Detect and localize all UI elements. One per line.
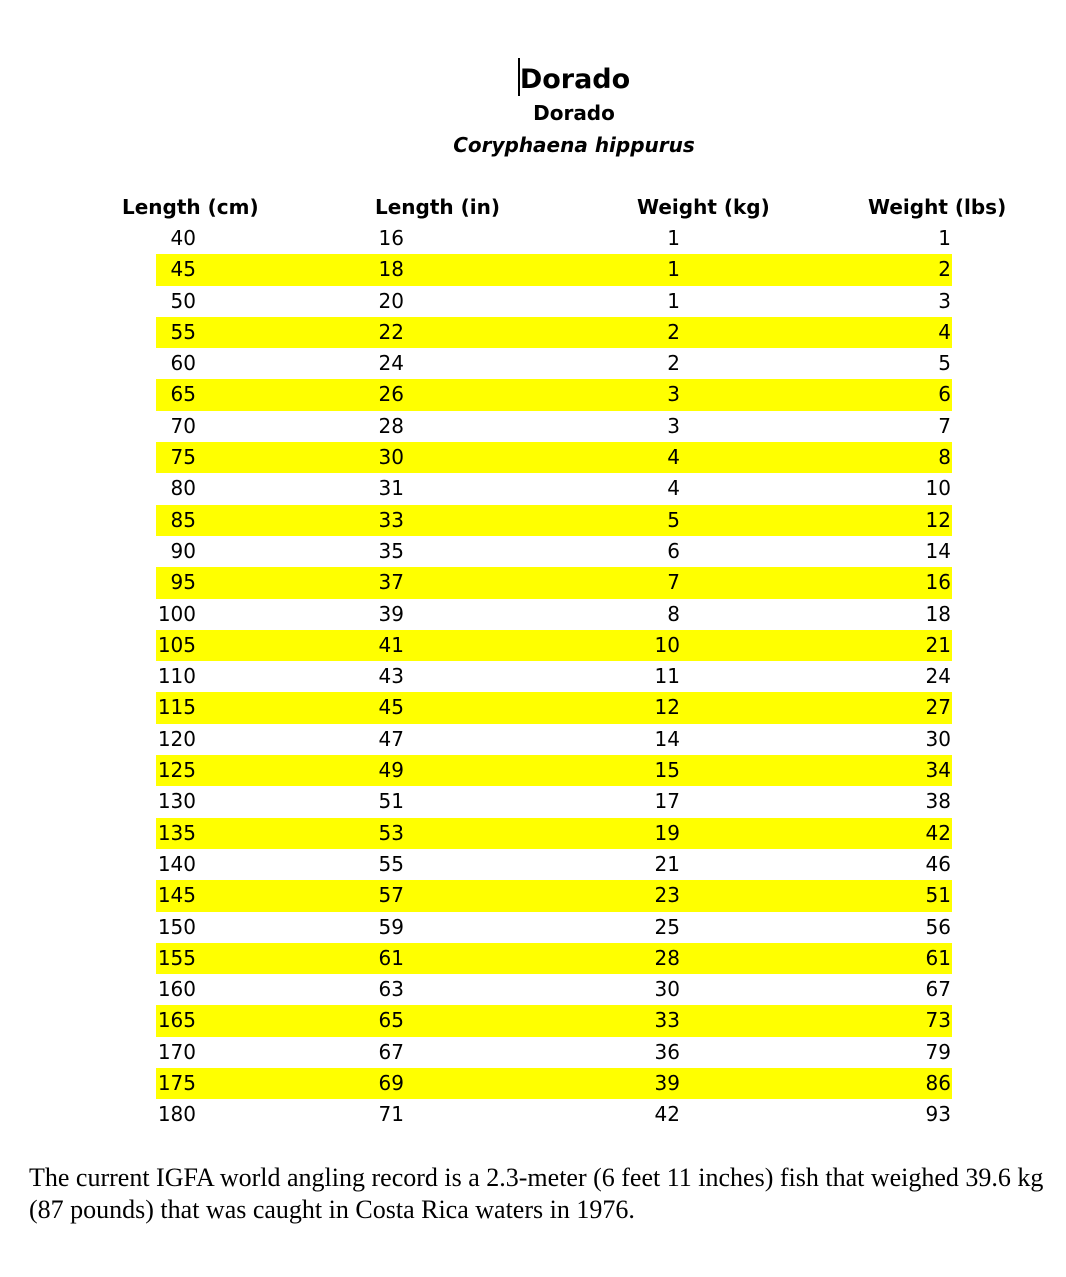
cell-weight-kg: 8 bbox=[667, 601, 680, 626]
cell-length-in: 45 bbox=[378, 695, 404, 720]
table-row bbox=[156, 254, 952, 285]
cell-weight-lbs: 1 bbox=[938, 226, 951, 250]
cell-length-cm: 160 bbox=[157, 977, 196, 1002]
cell-weight-lbs: 24 bbox=[925, 664, 951, 689]
cell-length-cm: 155 bbox=[157, 945, 196, 970]
cell-length-cm: 180 bbox=[157, 1102, 196, 1127]
cell-weight-lbs: 79 bbox=[925, 1039, 951, 1064]
cell-length-in: 55 bbox=[378, 851, 404, 876]
cell-weight-kg: 3 bbox=[667, 382, 680, 407]
cell-weight-lbs: 30 bbox=[925, 726, 951, 751]
cell-weight-lbs: 6 bbox=[938, 382, 951, 407]
cell-weight-kg: 14 bbox=[654, 726, 680, 751]
table-row bbox=[156, 974, 952, 1005]
cell-weight-lbs: 34 bbox=[925, 758, 951, 783]
table-row bbox=[156, 536, 952, 567]
cell-weight-lbs: 61 bbox=[925, 945, 951, 970]
table-row bbox=[156, 818, 952, 849]
cell-length-cm: 90 bbox=[170, 538, 196, 563]
cell-weight-kg: 19 bbox=[654, 820, 680, 845]
cell-weight-lbs: 51 bbox=[925, 883, 951, 908]
table-row bbox=[156, 630, 952, 661]
cell-weight-lbs: 46 bbox=[925, 851, 951, 876]
cell-length-cm: 80 bbox=[170, 476, 196, 501]
cell-weight-lbs: 10 bbox=[925, 476, 951, 501]
cell-length-cm: 145 bbox=[157, 883, 196, 908]
weight-table bbox=[156, 223, 952, 1131]
cell-weight-lbs: 5 bbox=[938, 351, 951, 376]
table-row bbox=[156, 661, 952, 692]
cell-weight-lbs: 27 bbox=[925, 695, 951, 720]
table-row bbox=[156, 724, 952, 755]
cell-length-cm: 175 bbox=[157, 1071, 196, 1096]
cell-length-cm: 40 bbox=[170, 226, 196, 250]
cell-length-in: 67 bbox=[378, 1039, 404, 1064]
document-title-text: Dorado bbox=[519, 64, 631, 95]
cell-length-cm: 170 bbox=[157, 1039, 196, 1064]
cell-length-cm: 135 bbox=[157, 820, 196, 845]
cell-weight-lbs: 73 bbox=[925, 1008, 951, 1033]
cell-weight-lbs: 21 bbox=[925, 632, 951, 657]
cell-weight-kg: 7 bbox=[667, 570, 680, 595]
table-row bbox=[156, 880, 952, 911]
cell-weight-kg: 2 bbox=[667, 319, 680, 344]
cell-weight-kg: 6 bbox=[667, 538, 680, 563]
table-row bbox=[156, 567, 952, 598]
cell-length-in: 63 bbox=[378, 977, 404, 1002]
cell-weight-kg: 4 bbox=[667, 445, 680, 470]
cell-weight-lbs: 67 bbox=[925, 977, 951, 1002]
cell-length-in: 39 bbox=[378, 601, 404, 626]
cell-weight-kg: 23 bbox=[654, 883, 680, 908]
cell-weight-lbs: 14 bbox=[925, 538, 951, 563]
cell-weight-lbs: 42 bbox=[925, 820, 951, 845]
cell-length-in: 51 bbox=[378, 789, 404, 814]
cell-length-cm: 130 bbox=[157, 789, 196, 814]
cell-weight-kg: 2 bbox=[667, 351, 680, 376]
cell-weight-kg: 12 bbox=[654, 695, 680, 720]
table-row bbox=[156, 755, 952, 786]
cell-weight-kg: 11 bbox=[654, 664, 680, 689]
cell-weight-lbs: 12 bbox=[925, 507, 951, 532]
column-header-weight-lbs: Weight (lbs) bbox=[868, 195, 1007, 219]
cell-length-cm: 70 bbox=[170, 413, 196, 438]
cell-weight-kg: 21 bbox=[654, 851, 680, 876]
cell-length-cm: 50 bbox=[170, 288, 196, 313]
table-row bbox=[156, 505, 952, 536]
cell-weight-lbs: 8 bbox=[938, 445, 951, 470]
table-row bbox=[156, 442, 952, 473]
table-row bbox=[156, 1037, 952, 1068]
cell-length-cm: 165 bbox=[157, 1008, 196, 1033]
cell-weight-kg: 42 bbox=[654, 1102, 680, 1127]
cell-length-in: 26 bbox=[378, 382, 404, 407]
cell-length-in: 41 bbox=[378, 632, 404, 657]
column-header-length-cm: Length (cm) bbox=[122, 195, 259, 219]
cell-weight-kg: 25 bbox=[654, 914, 680, 939]
cell-length-in: 53 bbox=[378, 820, 404, 845]
cell-weight-kg: 30 bbox=[654, 977, 680, 1002]
cell-weight-lbs: 86 bbox=[925, 1071, 951, 1096]
table-row bbox=[156, 223, 952, 254]
cell-length-cm: 65 bbox=[170, 382, 196, 407]
cell-length-cm: 115 bbox=[157, 695, 196, 720]
cell-weight-kg: 1 bbox=[667, 226, 680, 250]
table-row bbox=[156, 1099, 952, 1130]
table-row bbox=[156, 599, 952, 630]
table-row bbox=[156, 1005, 952, 1036]
table-row bbox=[156, 849, 952, 880]
cell-weight-lbs: 2 bbox=[938, 257, 951, 282]
table-row bbox=[156, 411, 952, 442]
cell-weight-lbs: 7 bbox=[938, 413, 951, 438]
cell-length-in: 18 bbox=[378, 257, 404, 282]
cell-length-cm: 85 bbox=[170, 507, 196, 532]
cell-length-cm: 150 bbox=[157, 914, 196, 939]
cell-weight-kg: 39 bbox=[654, 1071, 680, 1096]
cell-weight-kg: 33 bbox=[654, 1008, 680, 1033]
cell-weight-kg: 28 bbox=[654, 945, 680, 970]
cell-weight-lbs: 16 bbox=[925, 570, 951, 595]
cell-length-in: 43 bbox=[378, 664, 404, 689]
table-row bbox=[156, 912, 952, 943]
cell-weight-kg: 17 bbox=[654, 789, 680, 814]
scientific-name: Coryphaena hippurus bbox=[453, 133, 695, 157]
cell-weight-lbs: 56 bbox=[925, 914, 951, 939]
cell-weight-kg: 3 bbox=[667, 413, 680, 438]
cell-length-in: 30 bbox=[378, 445, 404, 470]
table-row bbox=[156, 692, 952, 723]
table-row bbox=[156, 348, 952, 379]
cell-weight-kg: 5 bbox=[667, 507, 680, 532]
cell-weight-kg: 10 bbox=[654, 632, 680, 657]
cell-length-in: 16 bbox=[378, 226, 404, 250]
cell-weight-kg: 1 bbox=[667, 257, 680, 282]
cell-length-in: 49 bbox=[378, 758, 404, 783]
column-header-length-in: Length (in) bbox=[375, 195, 500, 219]
cell-length-cm: 45 bbox=[170, 257, 196, 282]
cell-length-in: 57 bbox=[378, 883, 404, 908]
table-row bbox=[156, 379, 952, 410]
cell-length-cm: 75 bbox=[170, 445, 196, 470]
document-subtitle: Dorado bbox=[533, 101, 615, 125]
cell-length-cm: 125 bbox=[157, 758, 196, 783]
cell-length-in: 33 bbox=[378, 507, 404, 532]
cell-weight-lbs: 93 bbox=[925, 1102, 951, 1127]
table-row bbox=[156, 286, 952, 317]
table-row bbox=[156, 943, 952, 974]
cell-length-in: 71 bbox=[378, 1102, 404, 1127]
table-row bbox=[156, 317, 952, 348]
cell-weight-lbs: 38 bbox=[925, 789, 951, 814]
cell-length-in: 59 bbox=[378, 914, 404, 939]
cell-length-in: 65 bbox=[378, 1008, 404, 1033]
cell-length-in: 47 bbox=[378, 726, 404, 751]
cell-weight-kg: 4 bbox=[667, 476, 680, 501]
cell-length-cm: 100 bbox=[157, 601, 196, 626]
cell-weight-lbs: 3 bbox=[938, 288, 951, 313]
cell-length-in: 31 bbox=[378, 476, 404, 501]
cell-length-in: 22 bbox=[378, 319, 404, 344]
cell-length-in: 24 bbox=[378, 351, 404, 376]
cell-length-in: 28 bbox=[378, 413, 404, 438]
cell-length-cm: 60 bbox=[170, 351, 196, 376]
cell-length-cm: 140 bbox=[157, 851, 196, 876]
cell-weight-lbs: 4 bbox=[938, 319, 951, 344]
record-note: The current IGFA world angling record is a 2.3-meter (6 feet 11 inches) fish that weighed 39.6 kg (87 pounds) that was caught in Costa Rica waters in 1976. bbox=[29, 1163, 1044, 1224]
cell-length-cm: 105 bbox=[157, 632, 196, 657]
cell-length-in: 69 bbox=[378, 1071, 404, 1096]
cell-weight-kg: 15 bbox=[654, 758, 680, 783]
cell-length-cm: 55 bbox=[170, 319, 196, 344]
table-row bbox=[156, 1068, 952, 1099]
cell-weight-lbs: 18 bbox=[925, 601, 951, 626]
table-row bbox=[156, 786, 952, 817]
cell-weight-kg: 36 bbox=[654, 1039, 680, 1064]
cell-length-cm: 95 bbox=[170, 570, 196, 595]
table-row bbox=[156, 473, 952, 504]
cell-length-in: 37 bbox=[378, 570, 404, 595]
document-title[interactable] bbox=[0, 58, 1066, 100]
cell-weight-kg: 1 bbox=[667, 288, 680, 313]
column-header-weight-kg: Weight (kg) bbox=[637, 195, 770, 219]
cell-length-cm: 110 bbox=[157, 664, 196, 689]
cell-length-in: 35 bbox=[378, 538, 404, 563]
cell-length-cm: 120 bbox=[157, 726, 196, 751]
cell-length-in: 20 bbox=[378, 288, 404, 313]
cell-length-in: 61 bbox=[378, 945, 404, 970]
